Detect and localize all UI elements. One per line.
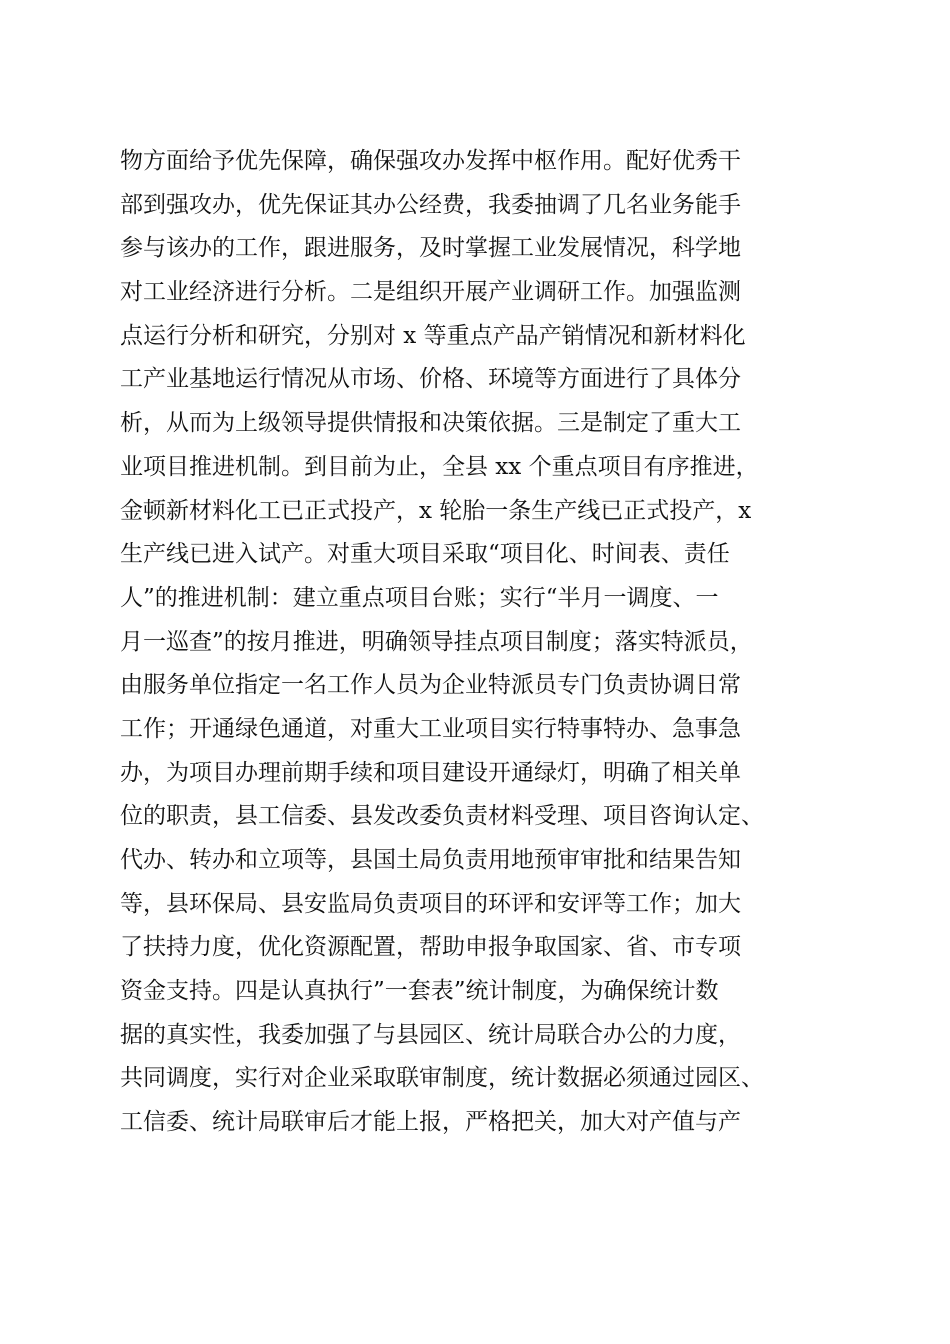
text-line-17: 代办、转办和立项等，县国土局负责用地预审审批和结果告知 <box>120 847 741 873</box>
text-line-12: 月一巡查”的按月推进，明确领导挂点项目制度；落实特派员， <box>120 628 753 655</box>
text-line-20: 资金支持。四是认真执行”一套表”统计制度，为确保统计数 <box>120 978 719 1005</box>
text-line-16: 位的职责，县工信委、县发改委负责材料受理、项目咨询认定、 <box>120 803 764 830</box>
text-line-6: 工产业基地运行情况从市场、价格、环境等方面进行了具体分 <box>120 366 741 393</box>
text-line-7: 析，从而为上级领导提供情报和决策依据。三是制定了重大工 <box>120 410 741 437</box>
text-line-13: 由服务单位指定一名工作人员为企业特派员专门负责协调日常 <box>120 672 741 699</box>
text-line-19: 了扶持力度，优化资源配置，帮助申报争取国家、省、市专项 <box>120 934 741 961</box>
text-line-14: 工作；开通绿色通道，对重大工业项目实行特事特办、急事急 <box>120 715 741 742</box>
text-line-11: 人”的推进机制：建立重点项目台账；实行“半月一调度、一 <box>120 584 719 611</box>
text-line-18: 等，县环保局、县安监局负责项目的环评和安评等工作；加大 <box>120 890 741 917</box>
text-line-21: 据的真实性，我委加强了与县园区、统计局联合办公的力度， <box>120 1021 741 1048</box>
text-line-22: 共同调度，实行对企业采取联审制度，统计数据必须通过园区、 <box>120 1065 764 1092</box>
body-paragraph <box>120 140 840 1145</box>
text-line-10: 生产线已进入试产。对重大项目采取“项目化、时间表、责任 <box>120 541 730 568</box>
text-line-2: 部到强攻办，优先保证其办公经费，我委抽调了几名业务能手 <box>120 191 741 218</box>
text-line-1: 物方面给予优先保障，确保强攻办发挥中枢作用。配好优秀干 <box>120 148 741 174</box>
text-line-15: 办，为项目办理前期手续和项目建设开通绿灯，明确了相关单 <box>120 759 741 786</box>
text-line-9: 金顿新材料化工已正式投产，x 轮胎一条生产线已正式投产，x <box>120 497 752 524</box>
text-line-4: 对工业经济进行分析。二是组织开展产业调研工作。加强监测 <box>120 279 741 306</box>
text-line-23: 工信委、统计局联审后才能上报，严格把关，加大对产值与产 <box>120 1109 741 1136</box>
text-line-8: 业项目推进机制。到目前为止，全县 xx 个重点项目有序推进， <box>120 453 759 480</box>
text-line-5: 点运行分析和研究，分别对 x 等重点产品产销情况和新材料化 <box>120 322 746 349</box>
text-line-3: 参与该办的工作，跟进服务，及时掌握工业发展情况，科学地 <box>120 235 741 262</box>
